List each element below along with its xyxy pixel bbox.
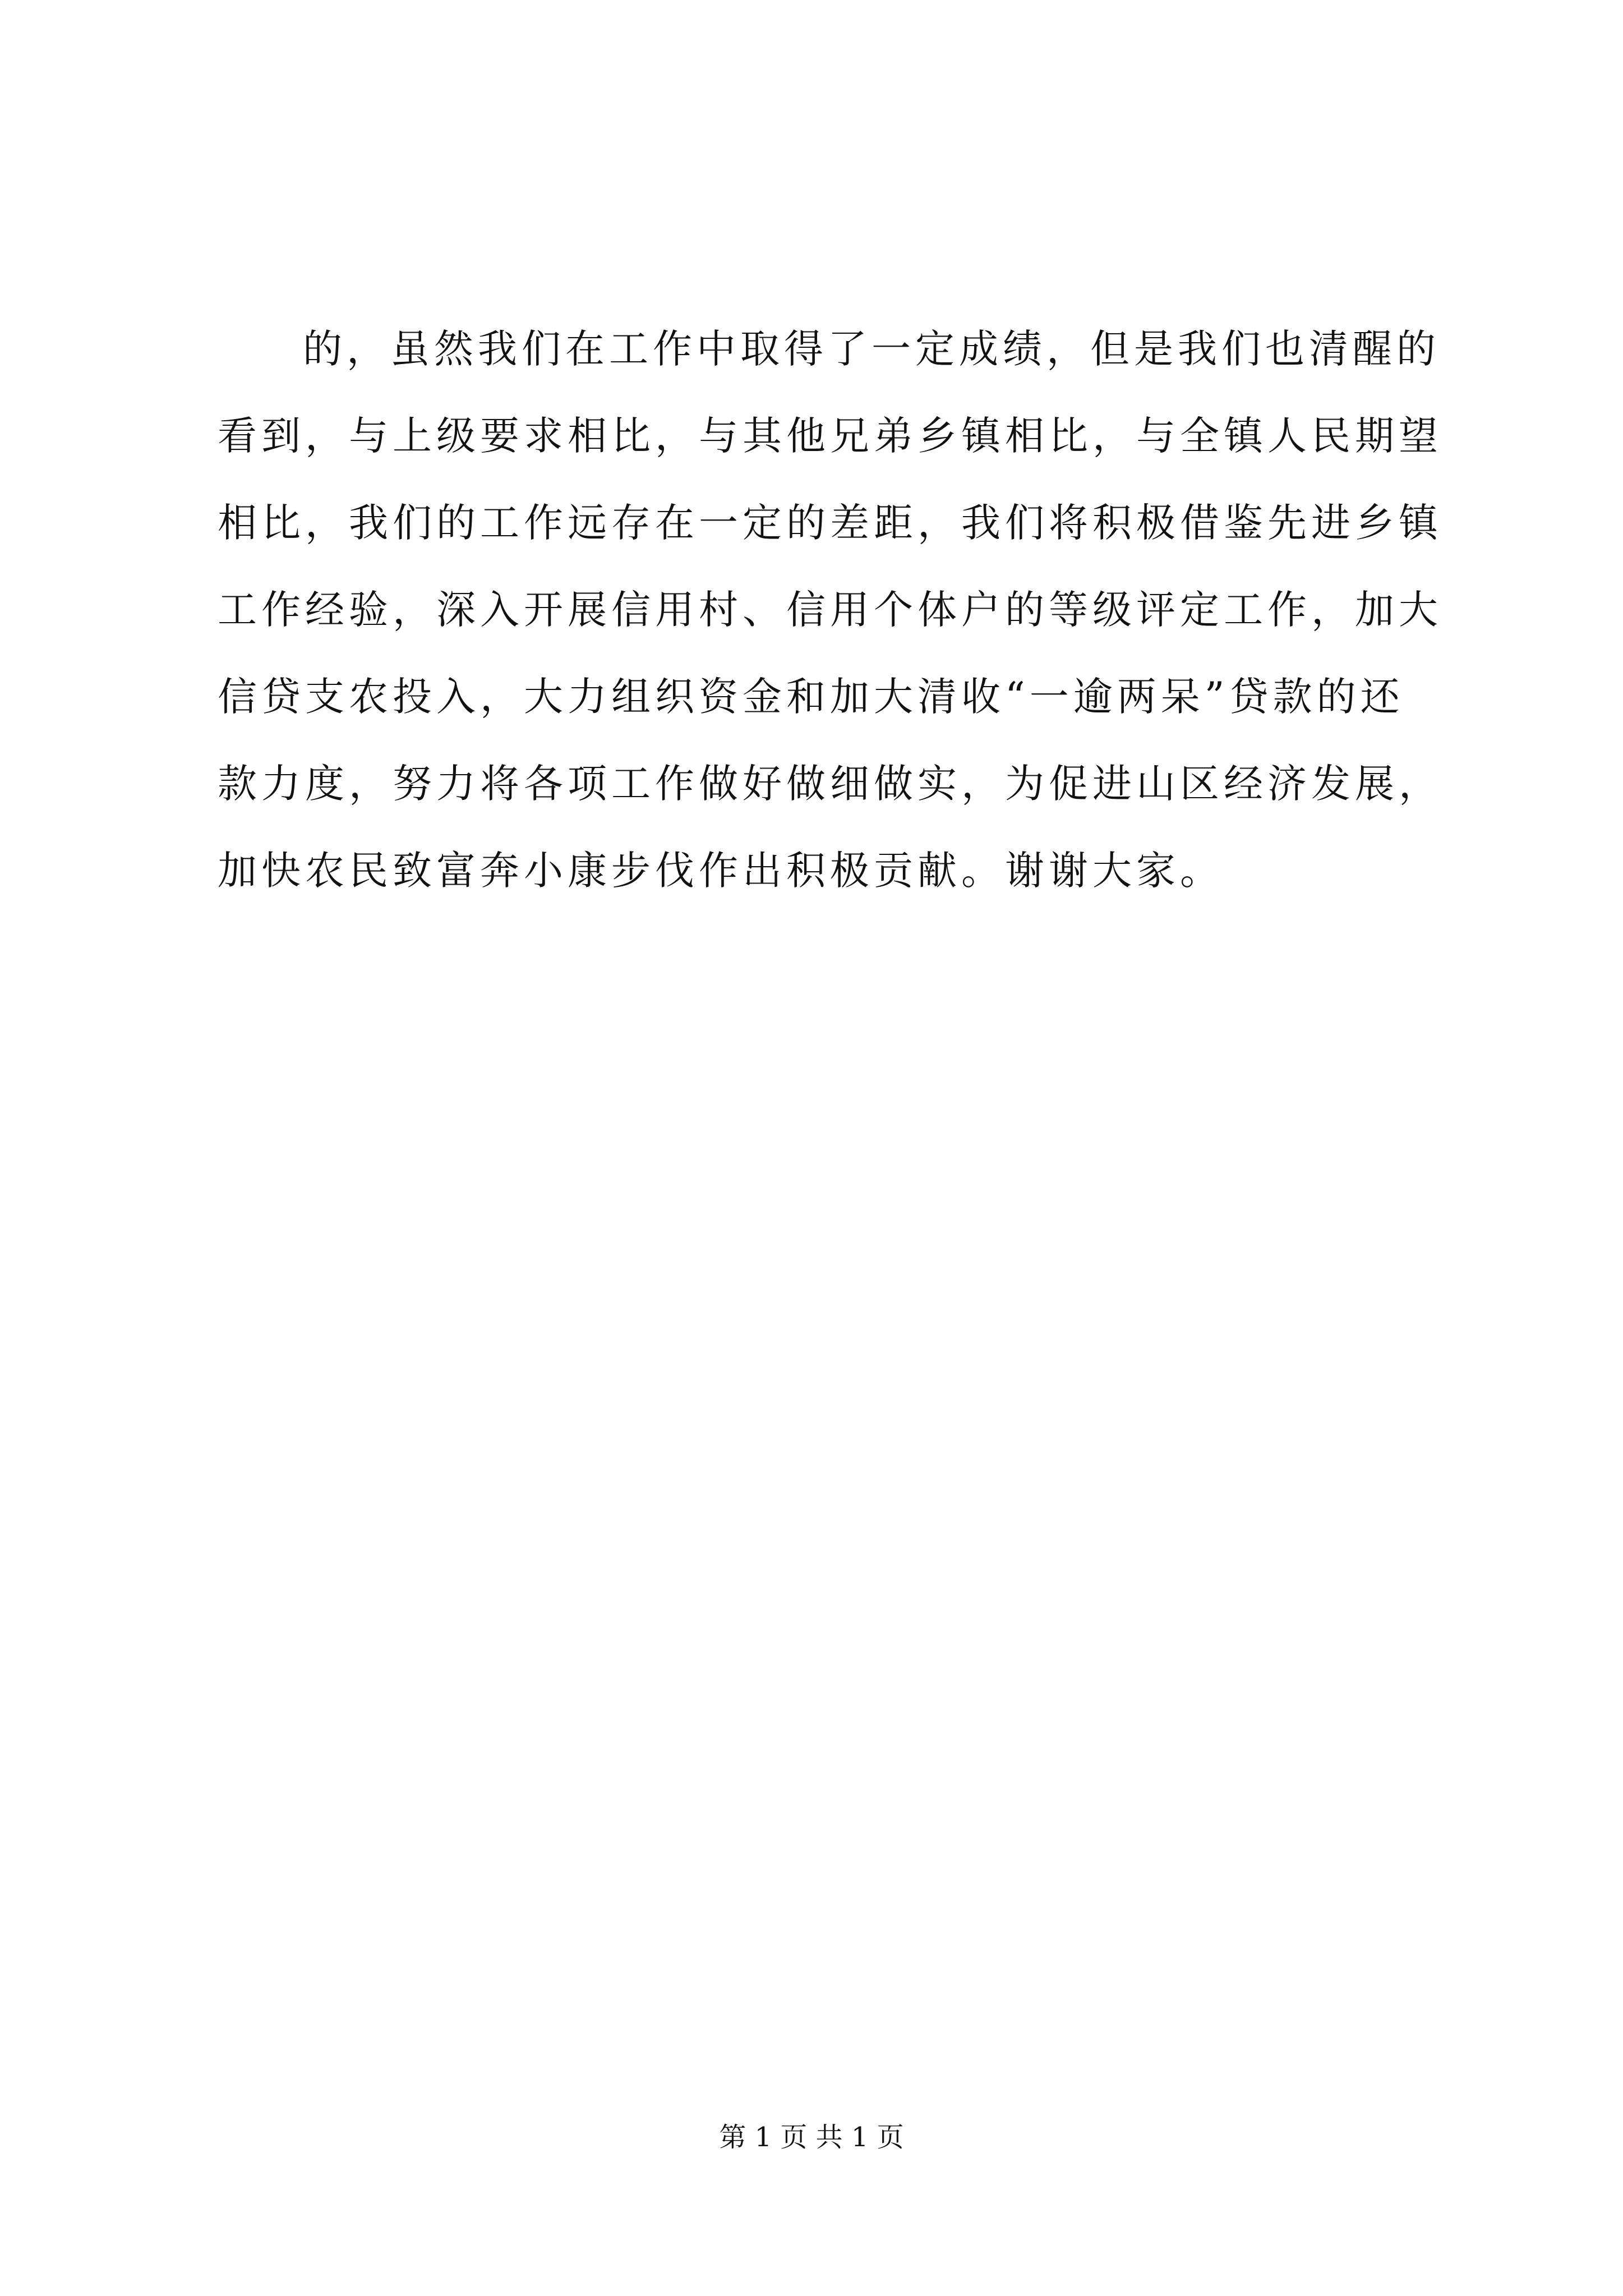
page-footer: [0, 2120, 1623, 2154]
paragraph-line-5: 信贷支农投入，大力组织资金和加大清收“一逾两呆”贷款的还: [218, 674, 1404, 720]
body-paragraph: [218, 306, 1451, 914]
paragraph-line-6: 款力度，努力将各项工作做好做细做实，为促进山区经济发展，: [218, 761, 1442, 807]
paragraph-line-4: 工作经验，深入开展信用村、信用个体户的等级评定工作，加大: [218, 587, 1442, 633]
paragraph-line-2: 看到，与上级要求相比，与其他兄弟乡镇相比，与全镇人民期望: [218, 413, 1442, 459]
paragraph-line-3: 相比，我们的工作远存在一定的差距，我们将积极借鉴先进乡镇: [218, 500, 1442, 546]
paragraph-line-7: 加快农民致富奔小康步伐作出积极贡献。谢谢大家。: [218, 848, 1224, 894]
page-number-label: 第 1 页 共 1 页: [719, 2122, 904, 2153]
paragraph-line-1: 的，虽然我们在工作中取得了一定成绩，但是我们也清醒的: [303, 326, 1440, 372]
